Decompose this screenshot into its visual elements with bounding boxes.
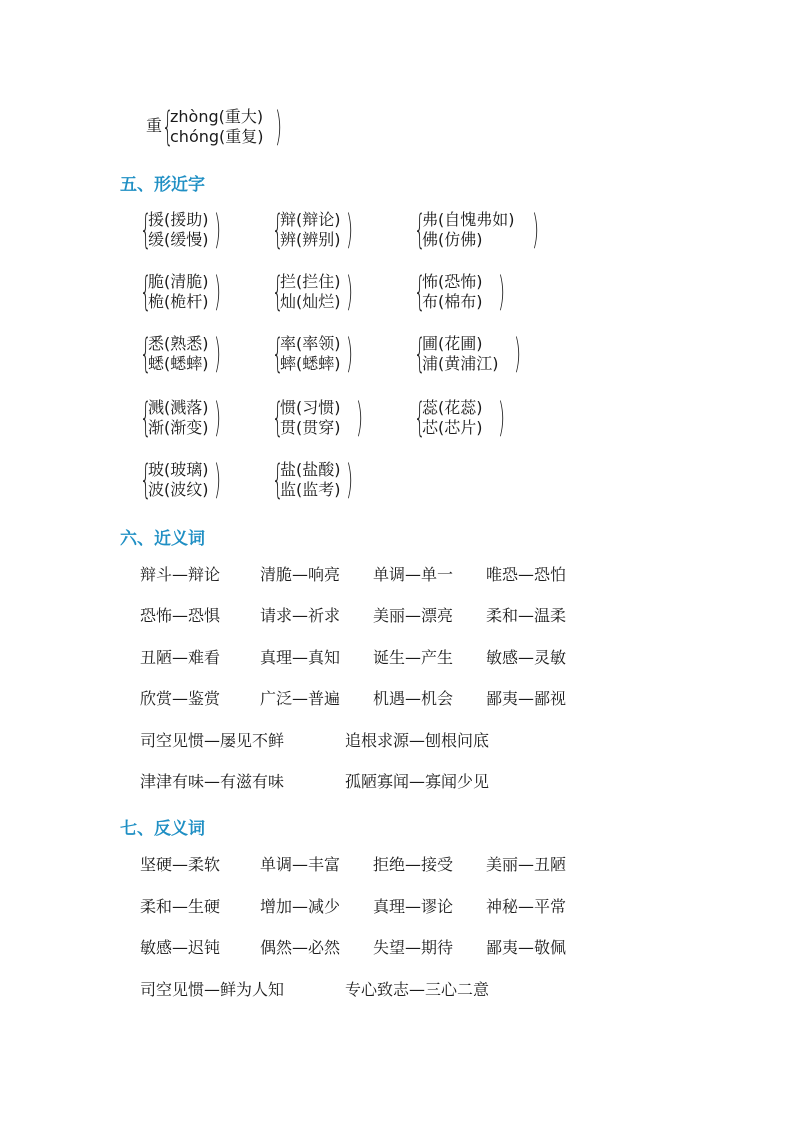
- group-line-2: 布(棉布): [422, 292, 483, 311]
- antonym-pair: 增加—减少: [260, 897, 341, 916]
- group-line-1: 惯(习惯): [280, 398, 341, 417]
- group-line-1: 弗(自愧弗如): [422, 210, 515, 229]
- left-brace: {: [140, 457, 152, 503]
- synonym-pair: 鄙夷—鄙视: [486, 689, 567, 708]
- group-line-2: 桅(桅杆): [148, 292, 209, 311]
- group-line-2: 蟀(蟋蟀): [280, 354, 341, 373]
- group-line-1: 怖(恐怖): [422, 272, 483, 291]
- group-line-1: 悉(熟悉): [148, 334, 209, 353]
- synonym-pair: 请求—祈求: [260, 606, 341, 625]
- group-line-2: 蟋(蟋蟀): [148, 354, 209, 373]
- synonym-pair: 辩斗—辩论: [140, 565, 221, 584]
- group-line-1: 脆(清脆): [148, 272, 209, 291]
- synonym-pair: 诞生—产生: [373, 648, 454, 667]
- antonym-idiom-pair: 专心致志—三心二意: [345, 980, 490, 999]
- left-brace: {: [414, 269, 426, 315]
- synonym-pair: 清脆—响亮: [260, 565, 341, 584]
- antonym-pair: 柔和—生硬: [140, 897, 221, 916]
- synonym-pair: 恐怖—恐惧: [140, 606, 221, 625]
- group-line-1: 玻(玻璃): [148, 460, 209, 479]
- left-brace: {: [140, 207, 152, 253]
- right-paren: ): [498, 269, 506, 315]
- synonym-pair: 广泛—普遍: [260, 689, 341, 708]
- left-brace: {: [414, 395, 426, 441]
- right-paren: ): [346, 207, 354, 253]
- left-brace: {: [140, 331, 152, 377]
- left-brace: {: [272, 395, 284, 441]
- antonym-pair: 拒绝—接受: [373, 855, 454, 874]
- synonym-pair: 唯恐—恐怕: [486, 565, 567, 584]
- reading-1: zhòng(重大): [170, 107, 264, 126]
- antonym-pair: 美丽—丑陋: [486, 855, 567, 874]
- right-paren: ): [346, 331, 354, 377]
- antonym-pair: 偶然—必然: [260, 938, 341, 957]
- antonym-pair: 神秘—平常: [486, 897, 567, 916]
- group-line-2: 芯(芯片): [422, 418, 483, 437]
- antonym-pair: 失望—期待: [373, 938, 454, 957]
- section-7-title: 七、反义词: [120, 819, 205, 839]
- synonym-pair: 单调—单一: [373, 565, 454, 584]
- left-brace: {: [414, 331, 426, 377]
- group-line-2: 渐(渐变): [148, 418, 209, 437]
- synonym-pair: 柔和—温柔: [486, 606, 567, 625]
- synonym-pair: 欣赏—鉴赏: [140, 689, 221, 708]
- group-line-1: 援(援助): [148, 210, 209, 229]
- left-brace: {: [414, 207, 426, 253]
- antonym-pair: 单调—丰富: [260, 855, 341, 874]
- group-line-2: 缓(缓慢): [148, 230, 209, 249]
- left-brace: {: [140, 269, 152, 315]
- group-line-2: 波(波纹): [148, 480, 209, 499]
- right-paren: ): [346, 457, 354, 503]
- section-5-title: 五、形近字: [120, 175, 205, 195]
- group-line-1: 盐(盐酸): [280, 460, 341, 479]
- left-brace: {: [272, 207, 284, 253]
- antonym-pair: 真理—谬论: [373, 897, 454, 916]
- left-brace: {: [272, 457, 284, 503]
- group-line-1: 拦(拦住): [280, 272, 341, 291]
- synonym-pair: 真理—真知: [260, 648, 341, 667]
- section-6-title: 六、近义词: [120, 529, 205, 549]
- polyphone-char: 重: [146, 116, 163, 135]
- right-paren: ): [214, 457, 222, 503]
- synonym-idiom-pair: 津津有味—有滋有味: [140, 772, 285, 791]
- synonym-idiom-pair: 追根求源—刨根问底: [345, 731, 490, 750]
- right-paren: ): [514, 331, 522, 377]
- synonym-pair: 敏感—灵敏: [486, 648, 567, 667]
- group-line-1: 溅(溅落): [148, 398, 209, 417]
- left-brace: {: [162, 104, 174, 150]
- antonym-pair: 鄙夷—敬佩: [486, 938, 567, 957]
- synonym-idiom-pair: 司空见惯—屡见不鲜: [140, 731, 285, 750]
- synonym-idiom-pair: 孤陋寡闻—寡闻少见: [345, 772, 490, 791]
- group-line-1: 蕊(花蕊): [422, 398, 483, 417]
- right-paren: ): [214, 331, 222, 377]
- left-brace: {: [140, 395, 152, 441]
- right-paren: ): [498, 395, 506, 441]
- right-paren: ): [214, 269, 222, 315]
- group-line-2: 监(监考): [280, 480, 341, 499]
- group-line-2: 辨(辨别): [280, 230, 341, 249]
- left-brace: {: [272, 269, 284, 315]
- antonym-pair: 坚硬—柔软: [140, 855, 221, 874]
- group-line-1: 辩(辩论): [280, 210, 341, 229]
- group-line-2: 佛(仿佛): [422, 230, 483, 249]
- right-paren: ): [346, 269, 354, 315]
- left-brace: {: [272, 331, 284, 377]
- synonym-pair: 丑陋—难看: [140, 648, 221, 667]
- right-paren: ): [214, 395, 222, 441]
- right-paren: ): [532, 207, 540, 253]
- group-line-2: 灿(灿烂): [280, 292, 341, 311]
- right-paren: ): [214, 207, 222, 253]
- group-line-1: 圃(花圃): [422, 334, 483, 353]
- reading-2: chóng(重复): [170, 127, 264, 146]
- group-line-2: 浦(黄浦江): [422, 354, 499, 373]
- antonym-idiom-pair: 司空见惯—鲜为人知: [140, 980, 285, 999]
- antonym-pair: 敏感—迟钝: [140, 938, 221, 957]
- synonym-pair: 美丽—漂亮: [373, 606, 454, 625]
- synonym-pair: 机遇—机会: [373, 689, 454, 708]
- right-paren: ): [275, 104, 283, 150]
- right-paren: ): [356, 395, 364, 441]
- group-line-2: 贯(贯穿): [280, 418, 341, 437]
- polyphone-zhong: [146, 104, 286, 150]
- group-line-1: 率(率领): [280, 334, 341, 353]
